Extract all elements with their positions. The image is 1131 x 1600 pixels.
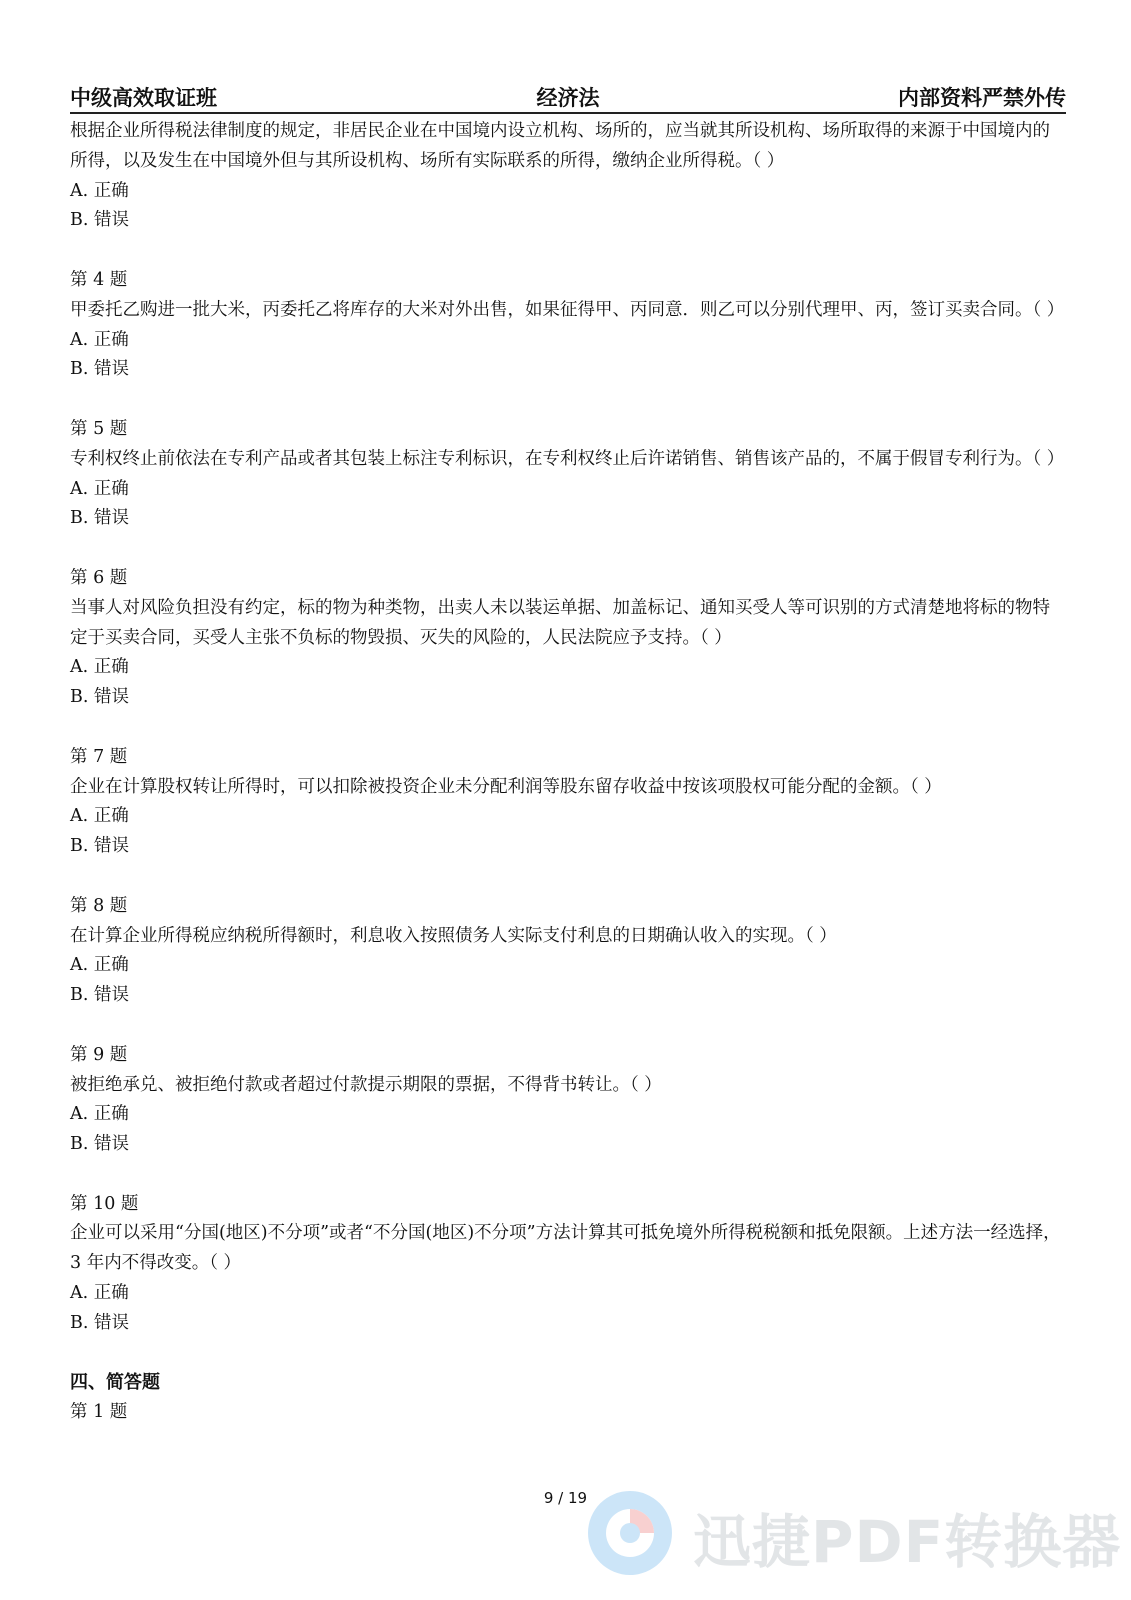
question-number: 第 1 题	[70, 1402, 128, 1423]
question-stem: 被拒绝承兑、被拒绝付款或者超过付款提示期限的票据，不得背书转让。（ ）	[70, 1074, 662, 1095]
question-6	[70, 564, 1066, 713]
option-a: A. 正确	[70, 1104, 129, 1125]
question-stem: 甲委托乙购进一批大米，丙委托乙将库存的大米对外出售，如果征得甲、丙同意．则乙可以分别代理甲、丙，签订买卖合同。（ ）	[70, 299, 1065, 320]
question-number: 第 9 题	[70, 1044, 128, 1065]
option-a: A. 正确	[70, 1283, 129, 1304]
question-stem: 当事人对风险负担没有约定，标的物为种类物，出卖人未以装运单据、加盖标记、通知买受人等可识别的方式清楚地将标的物特定于买卖合同，买受人主张不负标的物毁损、灭失的风险的，人民法院应予支持。（ ）	[70, 597, 1050, 648]
header-notice: 内部资料严禁外传	[898, 86, 1066, 110]
option-a: A. 正确	[70, 955, 129, 976]
option-b: B. 错误	[70, 1134, 129, 1155]
question-4	[70, 266, 1066, 385]
header-course: 中级高效取证班	[70, 86, 217, 110]
question-10	[70, 1190, 1066, 1339]
page-header	[70, 80, 1066, 114]
question-number: 第 7 题	[70, 746, 128, 767]
question-3	[70, 117, 1066, 236]
option-a: A. 正确	[70, 329, 129, 350]
question-stem: 企业在计算股权转让所得时，可以扣除被投资企业未分配利润等股东留存收益中按该项股权可能分配的金额。（ ）	[70, 776, 942, 797]
option-b: B. 错误	[70, 985, 129, 1006]
question-stem: 在计算企业所得税应纳税所得额时，利息收入按照债务人实际支付利息的日期确认收入的实现。（ ）	[70, 925, 837, 946]
option-b: B. 错误	[70, 210, 129, 231]
option-a: A. 正确	[70, 478, 129, 499]
question-8	[70, 892, 1066, 1011]
option-b: B. 错误	[70, 508, 129, 529]
question-stem: 企业可以采用“分国(地区)不分项”或者“不分国(地区)不分项”方法计算其可抵免境外所得税税额和抵免限额。上述方法一经选择，3 年内不得改变。（ ）	[70, 1223, 1061, 1274]
question-5	[70, 415, 1066, 534]
option-b: B. 错误	[70, 687, 129, 708]
question-number: 第 8 题	[70, 895, 128, 916]
option-a: A. 正确	[70, 180, 129, 201]
section-heading: 四、简答题	[70, 1372, 160, 1394]
question-7	[70, 743, 1066, 862]
page-number: 9 / 19	[543, 1489, 588, 1507]
question-stem: 根据企业所得税法律制度的规定，非居民企业在中国境内设立机构、场所的，应当就其所设机构、场所取得的来源于中国境内的所得，以及发生在中国境外但与其所设机构、场所有实际联系的所得，缴纳企业所得税。（ ）	[70, 121, 1050, 171]
document-body	[70, 117, 1066, 1428]
question-number: 第 4 题	[70, 269, 128, 290]
question-number: 第 5 题	[70, 418, 128, 439]
option-b: B. 错误	[70, 836, 129, 857]
option-a: A. 正确	[70, 657, 129, 678]
watermark-text: 迅捷PDF转换器	[693, 1508, 1122, 1576]
question-number: 第 10 题	[70, 1193, 139, 1214]
option-a: A. 正确	[70, 806, 129, 827]
question-number: 第 6 题	[70, 567, 128, 588]
question-stem: 专利权终止前依法在专利产品或者其包装上标注专利标识，在专利权终止后许诺销售、销售该产品的，不属于假冒专利行为。（ ）	[70, 448, 1065, 469]
header-subject: 经济法	[536, 86, 600, 110]
option-b: B. 错误	[70, 359, 129, 380]
question-9	[70, 1041, 1066, 1160]
option-b: B. 错误	[70, 1312, 129, 1333]
